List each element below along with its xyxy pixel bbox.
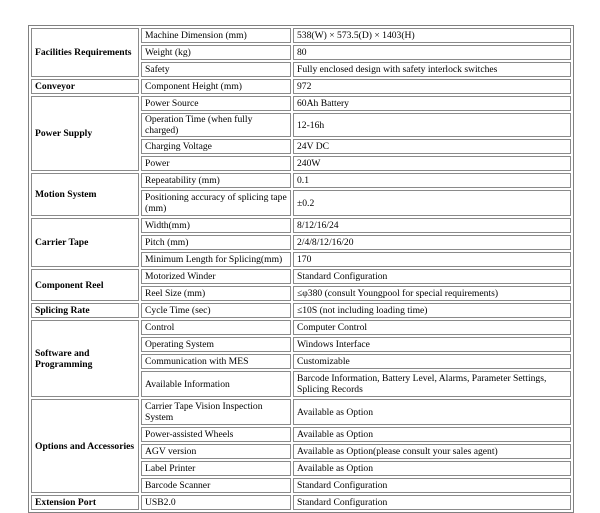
- parameter-cell: Carrier Tape Vision Inspection System: [141, 399, 291, 425]
- spec-table: [28, 25, 574, 513]
- table-row: [31, 495, 571, 510]
- value-cell: 80: [293, 45, 571, 60]
- parameter-cell: Weight (kg): [141, 45, 291, 60]
- parameter-cell: Power: [141, 156, 291, 171]
- value-cell: 538(W) × 573.5(D) × 1403(H): [293, 28, 571, 43]
- parameter-cell: Available Information: [141, 371, 291, 397]
- parameter-cell: Label Printer: [141, 461, 291, 476]
- value-cell: Customizable: [293, 354, 571, 369]
- table-row: [31, 269, 571, 284]
- value-cell: ≤10S (not including loading time): [293, 303, 571, 318]
- value-cell: 972: [293, 79, 571, 94]
- value-cell: Barcode Information, Battery Level, Alarms, Parameter Settings, Splicing Records: [293, 371, 571, 397]
- parameter-cell: Barcode Scanner: [141, 478, 291, 493]
- table-row: [31, 28, 571, 43]
- parameter-cell: Safety: [141, 62, 291, 77]
- category-cell: Software and Programming: [31, 320, 139, 397]
- parameter-cell: Operation Time (when fully charged): [141, 113, 291, 137]
- category-cell: Carrier Tape: [31, 218, 139, 267]
- parameter-cell: Cycle Time (sec): [141, 303, 291, 318]
- category-cell: Extension Port: [31, 495, 139, 510]
- value-cell: ±0.2: [293, 190, 571, 216]
- parameter-cell: Control: [141, 320, 291, 335]
- parameter-cell: Positioning accuracy of splicing tape (mm): [141, 190, 291, 216]
- parameter-cell: Operating System: [141, 337, 291, 352]
- value-cell: Standard Configuration: [293, 269, 571, 284]
- table-row: [31, 96, 571, 111]
- value-cell: Windows Interface: [293, 337, 571, 352]
- category-cell: Options and Accessories: [31, 399, 139, 493]
- value-cell: Available as Option: [293, 427, 571, 442]
- value-cell: ≤φ380 (consult Youngpool for special requirements): [293, 286, 571, 301]
- value-cell: 0.1: [293, 173, 571, 188]
- category-cell: Power Supply: [31, 96, 139, 171]
- value-cell: Computer Control: [293, 320, 571, 335]
- value-cell: 60Ah Battery: [293, 96, 571, 111]
- parameter-cell: Motorized Winder: [141, 269, 291, 284]
- value-cell: 24V DC: [293, 139, 571, 154]
- parameter-cell: Repeatability (mm): [141, 173, 291, 188]
- value-cell: Fully enclosed design with safety interlock switches: [293, 62, 571, 77]
- parameter-cell: Width(mm): [141, 218, 291, 233]
- table-row: [31, 399, 571, 425]
- table-row: [31, 218, 571, 233]
- table-row: [31, 320, 571, 335]
- value-cell: 8/12/16/24: [293, 218, 571, 233]
- parameter-cell: Machine Dimension (mm): [141, 28, 291, 43]
- table-row: [31, 173, 571, 188]
- value-cell: Standard Configuration: [293, 495, 571, 510]
- value-cell: 240W: [293, 156, 571, 171]
- value-cell: Standard Configuration: [293, 478, 571, 493]
- value-cell: 170: [293, 252, 571, 267]
- parameter-cell: Minimum Length for Splicing(mm): [141, 252, 291, 267]
- parameter-cell: Power-assisted Wheels: [141, 427, 291, 442]
- value-cell: 2/4/8/12/16/20: [293, 235, 571, 250]
- value-cell: Available as Option: [293, 461, 571, 476]
- parameter-cell: Component Height (mm): [141, 79, 291, 94]
- parameter-cell: USB2.0: [141, 495, 291, 510]
- category-cell: Splicing Rate: [31, 303, 139, 318]
- parameter-cell: AGV version: [141, 444, 291, 459]
- value-cell: Available as Option(please consult your sales agent): [293, 444, 571, 459]
- table-row: [31, 303, 571, 318]
- parameter-cell: Communication with MES: [141, 354, 291, 369]
- value-cell: 12-16h: [293, 113, 571, 137]
- table-row: [31, 79, 571, 94]
- category-cell: Component Reel: [31, 269, 139, 301]
- parameter-cell: Charging Voltage: [141, 139, 291, 154]
- value-cell: Available as Option: [293, 399, 571, 425]
- parameter-cell: Power Source: [141, 96, 291, 111]
- category-cell: Motion System: [31, 173, 139, 216]
- parameter-cell: Pitch (mm): [141, 235, 291, 250]
- category-cell: Conveyor: [31, 79, 139, 94]
- parameter-cell: Reel Size (mm): [141, 286, 291, 301]
- category-cell: Facilities Requirements: [31, 28, 139, 77]
